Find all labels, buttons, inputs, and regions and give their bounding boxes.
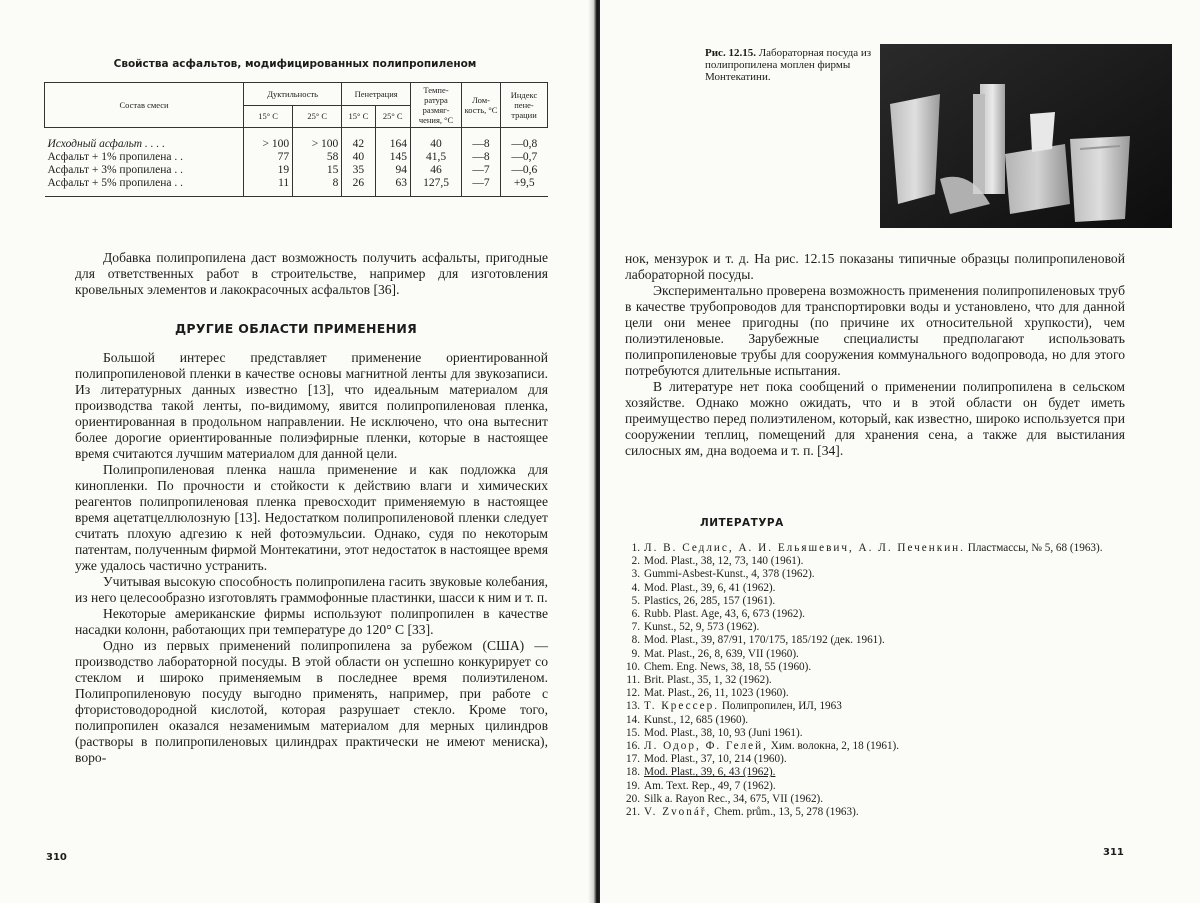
ref-source: Chem. prům., 13, 5, 278 (1963). [711, 806, 859, 819]
properties-table [44, 82, 548, 197]
ref-source: Silk a. Rayon Rec., 34, 675, VII (1962). [644, 792, 824, 805]
header-ductility-15: 15° C [244, 105, 293, 128]
cell-brittleness: —7 [462, 177, 501, 197]
paragraph: Учитывая высокую способность полипропилена гасить звуковые колебания, из него целесообразно изготовлять граммофонные пластинки, шасси к ним и т. п. [75, 574, 548, 605]
ref-number: 8. [631, 634, 640, 647]
ref-number: 2. [631, 555, 640, 568]
list-item [620, 780, 1140, 793]
ref-number: 15. [626, 726, 640, 739]
cell-d25: 58 [293, 151, 342, 164]
list-item [620, 582, 1140, 595]
paragraph: Экспериментально проверена возможность применения полипропиленовых труб в качестве трубопроводов для транспортировки воды и установлено, что для данной цели они менее пригодны (по причине их относительной хрупкости), чем полиэтиленовые. Зарубежные специалисты предполагают использовать полипропиленовые трубы для сооружения коммунального водопровода, но для этого потребуются длительные испытания. [625, 283, 1125, 378]
ref-source: Хим. волокна, 2, 18 (1961). [767, 740, 900, 753]
list-item [620, 727, 1140, 740]
ref-authors: Л. Одор, Ф. Гелей, [644, 740, 768, 753]
ref-source: Mod. Plast., 38, 12, 73, 140 (1961). [644, 555, 804, 568]
ref-source: Mod. Plast., 39, 87/91, 170/175, 185/192 (дек. 1961). [644, 634, 885, 647]
cell-index: —0,6 [501, 164, 548, 177]
ref-source: Полипропилен, ИЛ, 1963 [719, 700, 842, 713]
list-item [620, 661, 1140, 674]
ref-source: Am. Text. Rep., 49, 7 (1962). [644, 779, 776, 792]
ref-source: Plastics, 26, 285, 157 (1961). [644, 594, 776, 607]
cell-index: —0,8 [501, 128, 548, 152]
ref-authors: V. Zvonář, [644, 806, 712, 819]
cell-temp: 46 [411, 164, 462, 177]
cell-brittleness: —7 [462, 164, 501, 177]
ref-source: Gummi-Asbest-Kunst., 4, 378 (1962). [644, 568, 815, 581]
list-item [620, 674, 1140, 687]
list-item [620, 555, 1140, 568]
ref-number: 7. [631, 621, 640, 634]
table-row [45, 177, 548, 197]
list-item [620, 740, 1140, 753]
header-brittleness: Лом-кость, °C [462, 83, 501, 128]
ref-number: 5. [631, 594, 640, 607]
row-name: Асфальт + 1% пропилена . . [47, 151, 183, 163]
header-penetration-15: 15° C [342, 105, 375, 128]
ref-number: 11. [626, 674, 640, 687]
cell-p25: 164 [375, 128, 411, 152]
ref-source: Rubb. Plast. Age, 43, 6, 673 (1962). [644, 608, 805, 621]
cell-temp: 41,5 [411, 151, 462, 164]
ref-number: 17. [626, 753, 640, 766]
list-item [620, 753, 1140, 766]
ref-number: 19. [626, 779, 640, 792]
ref-source: Mat. Plast., 26, 8, 639, VII (1960). [644, 647, 799, 660]
ref-source: Chem. Eng. News, 38, 18, 55 (1960). [644, 660, 812, 673]
page-number-right: 311 [1103, 847, 1124, 858]
ref-authors: Л. В. Седлис, А. И. Ельяшевич, А. Л. Печенкин. [644, 542, 965, 554]
list-item [620, 621, 1140, 634]
labware-photo-illustration [880, 44, 1172, 228]
cell-d15: 11 [244, 177, 293, 197]
ref-source: Mod. Plast., 39, 6, 41 (1962). [644, 581, 776, 594]
ref-source: Mod. Plast., 38, 10, 93 (Juni 1961). [644, 726, 803, 739]
list-item [620, 714, 1140, 727]
paragraph: Некоторые американские фирмы используют полипропилен в качестве насадки колонн, работающих при температуре до 120° C [33]. [75, 606, 548, 637]
ref-source: Mat. Plast., 26, 11, 1023 (1960). [644, 687, 789, 700]
cell-p25: 94 [375, 164, 411, 177]
ref-number: 12. [626, 687, 640, 700]
page-number-left: 310 [46, 852, 67, 863]
ref-number: 18. [626, 766, 640, 779]
cell-brittleness: —8 [462, 151, 501, 164]
cell-index: +9,5 [501, 177, 548, 197]
ref-number: 20. [626, 792, 640, 805]
table-title: Свойства асфальтов, модифицированных полипропиленом [113, 58, 477, 70]
header-ductility: Дуктильность [244, 83, 342, 106]
left-body [75, 350, 548, 766]
figure-label: Рис. 12.15. [705, 47, 756, 59]
cell-index: —0,7 [501, 151, 548, 164]
cell-temp: 127,5 [411, 177, 462, 197]
header-penetration: Пенетрация [342, 83, 411, 106]
cell-d15: > 100 [244, 128, 293, 152]
cell-p15: 26 [342, 177, 375, 197]
cell-p25: 63 [375, 177, 411, 197]
paragraph: В литературе нет пока сообщений о применении полипропилена в сельском хозяйстве. Однако можно ожидать, что и в этой области он будет иметь преимущество перед полиэтиленом, который, как известно, широко используется при сооружении теплиц, помещений для хранения сена, а также для выстилания силосных ям, дна водоема и т. п. [34]. [625, 379, 1125, 458]
cell-p15: 42 [342, 128, 375, 152]
cell-d25: 15 [293, 164, 342, 177]
header-penetration-index: Индекс пене-трации [501, 83, 548, 128]
list-item [620, 687, 1140, 700]
figure-photo [880, 44, 1172, 228]
header-ductility-25: 25° C [293, 105, 342, 128]
cell-p15: 40 [342, 151, 375, 164]
paragraph: Одно из первых применений полипропилена за рубежом (США) — производство лабораторной посуды. В этой области он успешно конкурирует со стеклом и широко применяемым в последнее время полиэтиленом. Полипропиленовую посуду выгодно применять, например, при работе с фтористоводородной кислотой, которая разрушает стекло. Кроме того, полипропилен оказался незаменимым материалом для мерных цилиндров (растворы в полипропиленовых цилиндрах практически не имеют мениска), воро- [75, 638, 548, 765]
ref-number: 6. [631, 608, 640, 621]
references-list [620, 542, 1140, 819]
right-body [625, 251, 1125, 459]
ref-number: 4. [631, 581, 640, 594]
ref-number: 9. [631, 647, 640, 660]
ref-source: Kunst., 52, 9, 573 (1962). [644, 621, 760, 634]
row-name: Асфальт + 5% пропилена . . [47, 177, 183, 189]
ref-authors: Т. Крессер. [644, 700, 720, 713]
paragraph: нок, мензурок и т. д. На рис. 12.15 показаны типичные образцы полипропиленовой лабораторной посуды. [625, 251, 1125, 282]
paragraph: Большой интерес представляет применение ориентированной полипропиленовой пленки в качестве основы магнитной ленты для звукозаписи. Из литературных данных известно [13], что идеальным материалом для производства такой ленты, по-видимому, явится полипропиленовая пленка, ориентированная в продольном направлении. Не исключено, что она вытеснит более дорогие ориентированные полиэфирные пленки, которые в настоящее время считаются лучшим материалом для данной цели. [75, 350, 548, 461]
header-penetration-25: 25° C [375, 105, 411, 128]
list-item [620, 806, 1140, 819]
ref-source: Mod. Plast., 39, 6, 43 (1962). [644, 766, 776, 779]
intro-paragraph: Добавка полипропилена даст возможность получить асфальты, пригодные для ответственных работ в строительстве, например для изготовления кровельных элементов и лакокрасочных асфальтов [36]. [75, 250, 548, 297]
table-row [45, 151, 548, 164]
cell-d15: 19 [244, 164, 293, 177]
ref-number: 1. [631, 542, 640, 554]
header-softening-temp: Темпе-ратура размяг-чения, °C [411, 83, 462, 128]
list-item [620, 700, 1140, 713]
cell-temp: 40 [411, 128, 462, 152]
ref-number: 14. [626, 713, 640, 726]
cell-d15: 77 [244, 151, 293, 164]
table-row [45, 128, 548, 152]
left-page [0, 0, 590, 903]
row-name: Исходный асфальт . . . . [47, 138, 165, 150]
ref-source: Пластмассы, № 5, 68 (1963). [964, 542, 1103, 554]
ref-source: Kunst., 12, 685 (1960). [644, 713, 749, 726]
cell-p25: 145 [375, 151, 411, 164]
cell-d25: > 100 [293, 128, 342, 152]
ref-number: 13. [626, 700, 640, 713]
literature-heading: ЛИТЕРАТУРА [700, 517, 784, 529]
list-item [620, 595, 1140, 608]
cell-brittleness: —8 [462, 128, 501, 152]
ref-number: 10. [626, 660, 640, 673]
ref-number: 21. [626, 806, 640, 819]
list-item [620, 568, 1140, 581]
figure-caption-text: Лабораторная посуда из полипропилена моплен фирмы Монтекатини. [705, 47, 872, 83]
paragraph: Полипропиленовая пленка нашла применение и как подложка для кинопленки. По прочности и стойкости к действию влаги и химических реагентов полипропиленовая пленка превосходит применяемую в настоящее время ацетатцеллюлозную [13]. Недостатком полипропиленовой пленки следует считать плохую адгезию к ней фотоэмульсии. Однако, судя по некоторым патентам, полученным фирмой Монтекатини, этот недостаток в настоящее время уже удалось частично устранить. [75, 462, 548, 573]
ref-source: Brit. Plast., 35, 1, 32 (1962). [644, 674, 772, 687]
ref-number: 3. [631, 568, 640, 581]
list-item [620, 766, 1140, 779]
intro-paragraph-block [75, 250, 548, 298]
header-composition: Состав смеси [45, 83, 244, 128]
row-name: Асфальт + 3% пропилена . . [47, 164, 183, 176]
cell-p15: 35 [342, 164, 375, 177]
list-item [620, 648, 1140, 661]
list-item [620, 634, 1140, 647]
cell-d25: 8 [293, 177, 342, 197]
list-item [620, 542, 1140, 555]
table-row [45, 164, 548, 177]
list-item [620, 608, 1140, 621]
figure-caption [705, 47, 875, 83]
section-heading: ДРУГИЕ ОБЛАСТИ ПРИМЕНЕНИЯ [174, 321, 418, 336]
ref-source: Mod. Plast., 37, 10, 214 (1960). [644, 753, 787, 766]
list-item [620, 793, 1140, 806]
ref-number: 16. [626, 740, 640, 753]
